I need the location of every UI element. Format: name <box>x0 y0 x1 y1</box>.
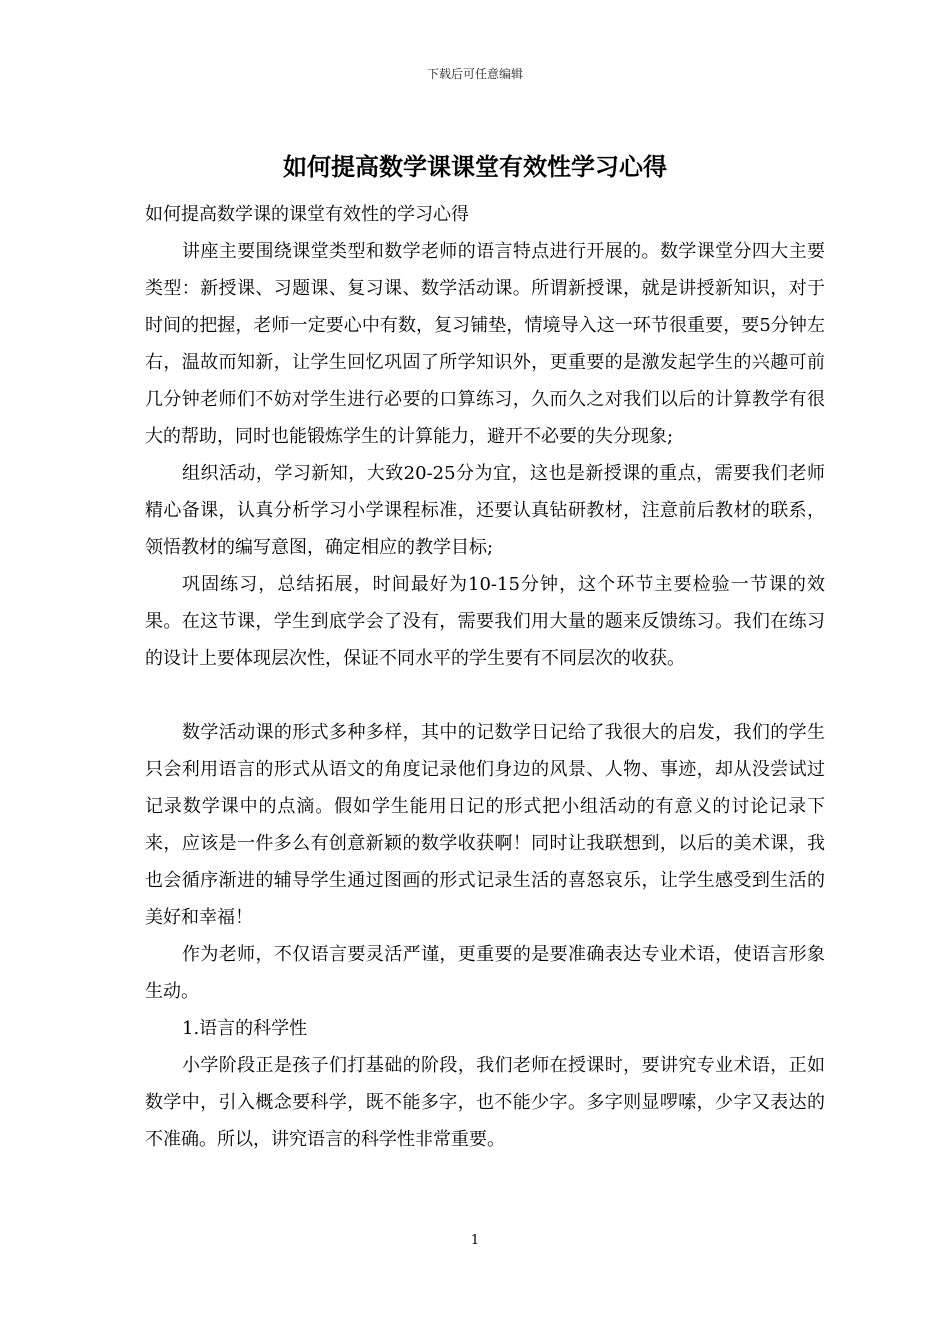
document-title: 如何提高数学课课堂有效性学习心得 <box>283 152 667 181</box>
page-number: 1 <box>470 1233 480 1248</box>
blank-line <box>145 677 825 714</box>
body-paragraph: 巩固练习，总结拓展，时间最好为10-15分钟，这个环节主要检验一节课的效果。在这节课，学生到底学会了没有，需要我们用大量的题来反馈练习。我们在练习的设计上要体现层次性，保证不同水平的学生要有不同层次的收获。 <box>145 574 825 669</box>
body-paragraph: 作为老师，不仅语言要灵活严谨，更重要的是要准确表达专业术语，使语言形象生动。 <box>145 944 825 1002</box>
section-heading: 1.语言的科学性 <box>182 1018 308 1039</box>
header-note: 下载后可任意编辑 <box>426 67 523 81</box>
body-paragraph: 数学活动课的形式多种多样，其中的记数学日记给了我很大的启发，我们的学生只会利用语言的形式从语文的角度记录他们身边的风景、人物、事迹，却从没尝试过记录数学课中的点滴。假如学生能用日记的形式把小组活动的有意义的讨论记录下来，应该是一件多么有创意新颖的数学收获啊！同时让我联想到，以后的美术课，我也会循序渐进的辅导学生通过图画的形式记录生活的喜怒哀乐，让学生感受到生活的美好和幸福！ <box>145 722 825 928</box>
document-body <box>145 196 825 1158</box>
body-paragraph: 组织活动，学习新知，大致20-25分为宜，这也是新授课的重点，需要我们老师精心备课，认真分析学习小学课程标准，还要认真钻研教材，注意前后教材的联系，领悟教材的编写意图，确定相应的教学目标; <box>145 463 825 558</box>
body-paragraph: 讲座主要围绕课堂类型和数学老师的语言特点进行开展的。数学课堂分四大主要类型：新授课、习题课、复习课、数学活动课。所谓新授课，就是讲授新知识，对于时间的把握，老师一定要心中有数，复习铺垫，情境导入这一环节很重要，要5分钟左右，温故而知新，让学生回忆巩固了所学知识外，更重要的是激发起学生的兴趣可前几分钟老师们不妨对学生进行必要的口算练习，久而久之对我们以后的计算教学有很大的帮助，同时也能锻炼学生的计算能力，避开不必要的失分现象; <box>145 241 825 447</box>
subtitle-paragraph: 如何提高数学课的课堂有效性的学习心得 <box>145 204 469 225</box>
body-paragraph: 小学阶段正是孩子们打基础的阶段，我们老师在授课时，要讲究专业术语，正如数学中，引入概念要科学，既不能多字，也不能少字。多字则显啰嗦，少字又表达的不准确。所以，讲究语言的科学性非常重要。 <box>145 1055 825 1150</box>
